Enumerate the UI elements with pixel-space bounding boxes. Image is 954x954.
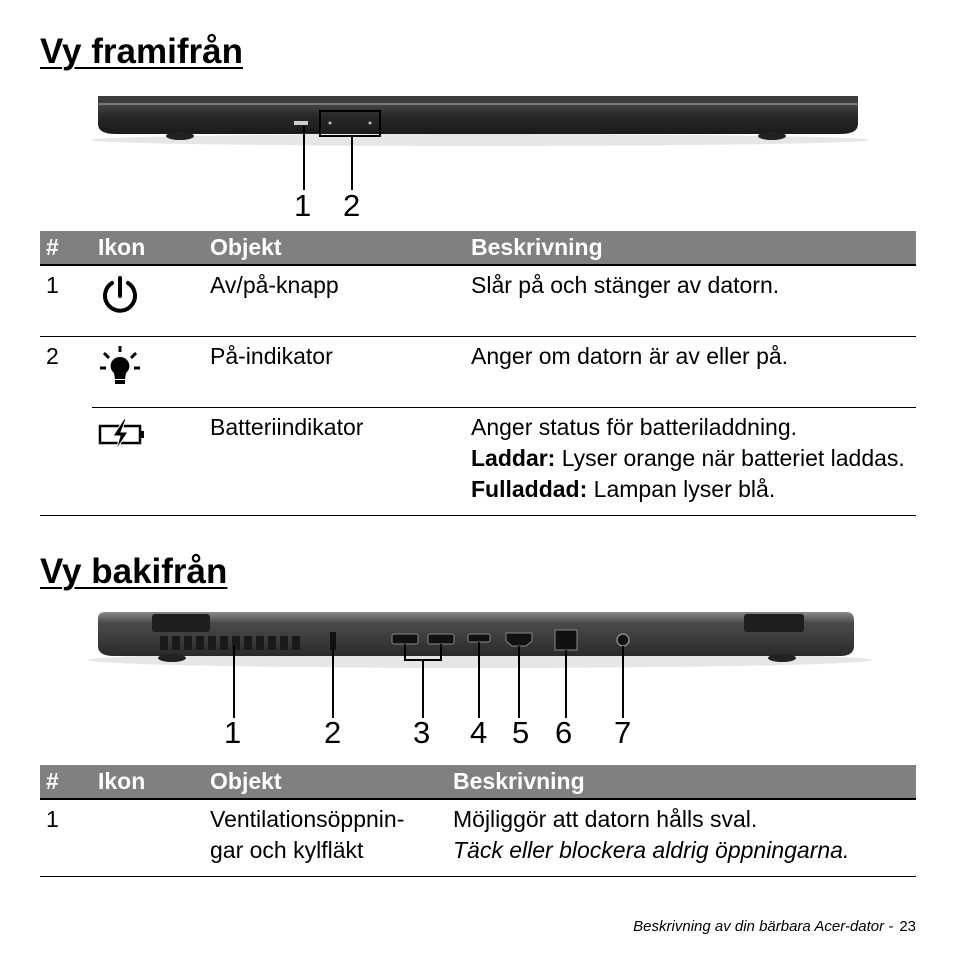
table-row [40, 408, 916, 516]
row-description: Anger om datorn är av eller på. [465, 337, 916, 408]
battery-charging-icon [98, 431, 148, 457]
full-label: Fulladdad: [471, 476, 588, 502]
charging-text: Lyser orange när batteriet laddas. [555, 445, 905, 471]
row-description [447, 799, 916, 877]
object-line-1: Ventilationsöppnin- [210, 806, 405, 832]
table-row [40, 799, 916, 877]
front-view-heading: Vy framifrån [40, 32, 243, 71]
rear-view-heading: Vy bakifrån [40, 552, 228, 591]
row-description: Slår på och stänger av datorn. [465, 265, 916, 337]
full-text: Lampan lyser blå. [587, 476, 776, 502]
row-number: 1 [40, 799, 92, 877]
row-object [204, 799, 447, 877]
col-header-num: # [40, 765, 92, 799]
page-number: 23 [899, 918, 916, 935]
row-object: På-indikator [204, 337, 465, 408]
description-text: Möjliggör att datorn hålls sval. [453, 806, 758, 832]
row-number: 1 [40, 265, 92, 337]
row-object: Av/på-knapp [204, 265, 465, 337]
row-description [465, 408, 916, 516]
table-header-row [40, 765, 916, 799]
full-line [471, 474, 910, 505]
row-number: 2 [40, 337, 92, 516]
rear-view-laptop-image [80, 608, 880, 728]
charging-line [471, 443, 910, 474]
rear-callout-6: 6 [555, 715, 573, 750]
table-row [40, 337, 916, 408]
rear-callout-3: 3 [413, 715, 431, 750]
description-warning: Täck eller blockera aldrig öppningarna. [453, 837, 850, 863]
col-header-description: Beskrivning [447, 765, 916, 799]
object-line-2: gar och kylfläkt [210, 837, 364, 863]
col-header-icon: Ikon [92, 231, 204, 265]
row-icon [92, 799, 204, 877]
front-power-button [294, 121, 308, 125]
rear-callout-7: 7 [614, 715, 632, 750]
rear-view-table [40, 765, 916, 877]
col-header-description: Beskrivning [465, 231, 916, 265]
front-callout-2: 2 [343, 188, 361, 223]
charging-label: Laddar: [471, 445, 556, 471]
table-row [40, 265, 916, 337]
col-header-object: Objekt [204, 765, 447, 799]
power-icon [98, 297, 142, 323]
front-view-laptop-image [80, 90, 880, 205]
col-header-num: # [40, 231, 92, 265]
col-header-icon: Ikon [92, 765, 204, 799]
table-header-row [40, 231, 916, 265]
rear-callout-4: 4 [470, 715, 488, 750]
front-callout-1: 1 [294, 188, 312, 223]
power-indicator-icon [98, 368, 142, 394]
rear-callout-2: 2 [324, 715, 342, 750]
page-footer [633, 918, 916, 935]
rear-callout-5: 5 [512, 715, 530, 750]
battery-status-text: Anger status för batteriladdning. [471, 414, 798, 440]
rear-callout-1: 1 [224, 715, 242, 750]
col-header-object: Objekt [204, 231, 465, 265]
footer-text: Beskrivning av din bärbara Acer-dator - [633, 918, 894, 935]
row-object: Batteriindikator [204, 408, 465, 516]
front-view-table [40, 231, 916, 516]
